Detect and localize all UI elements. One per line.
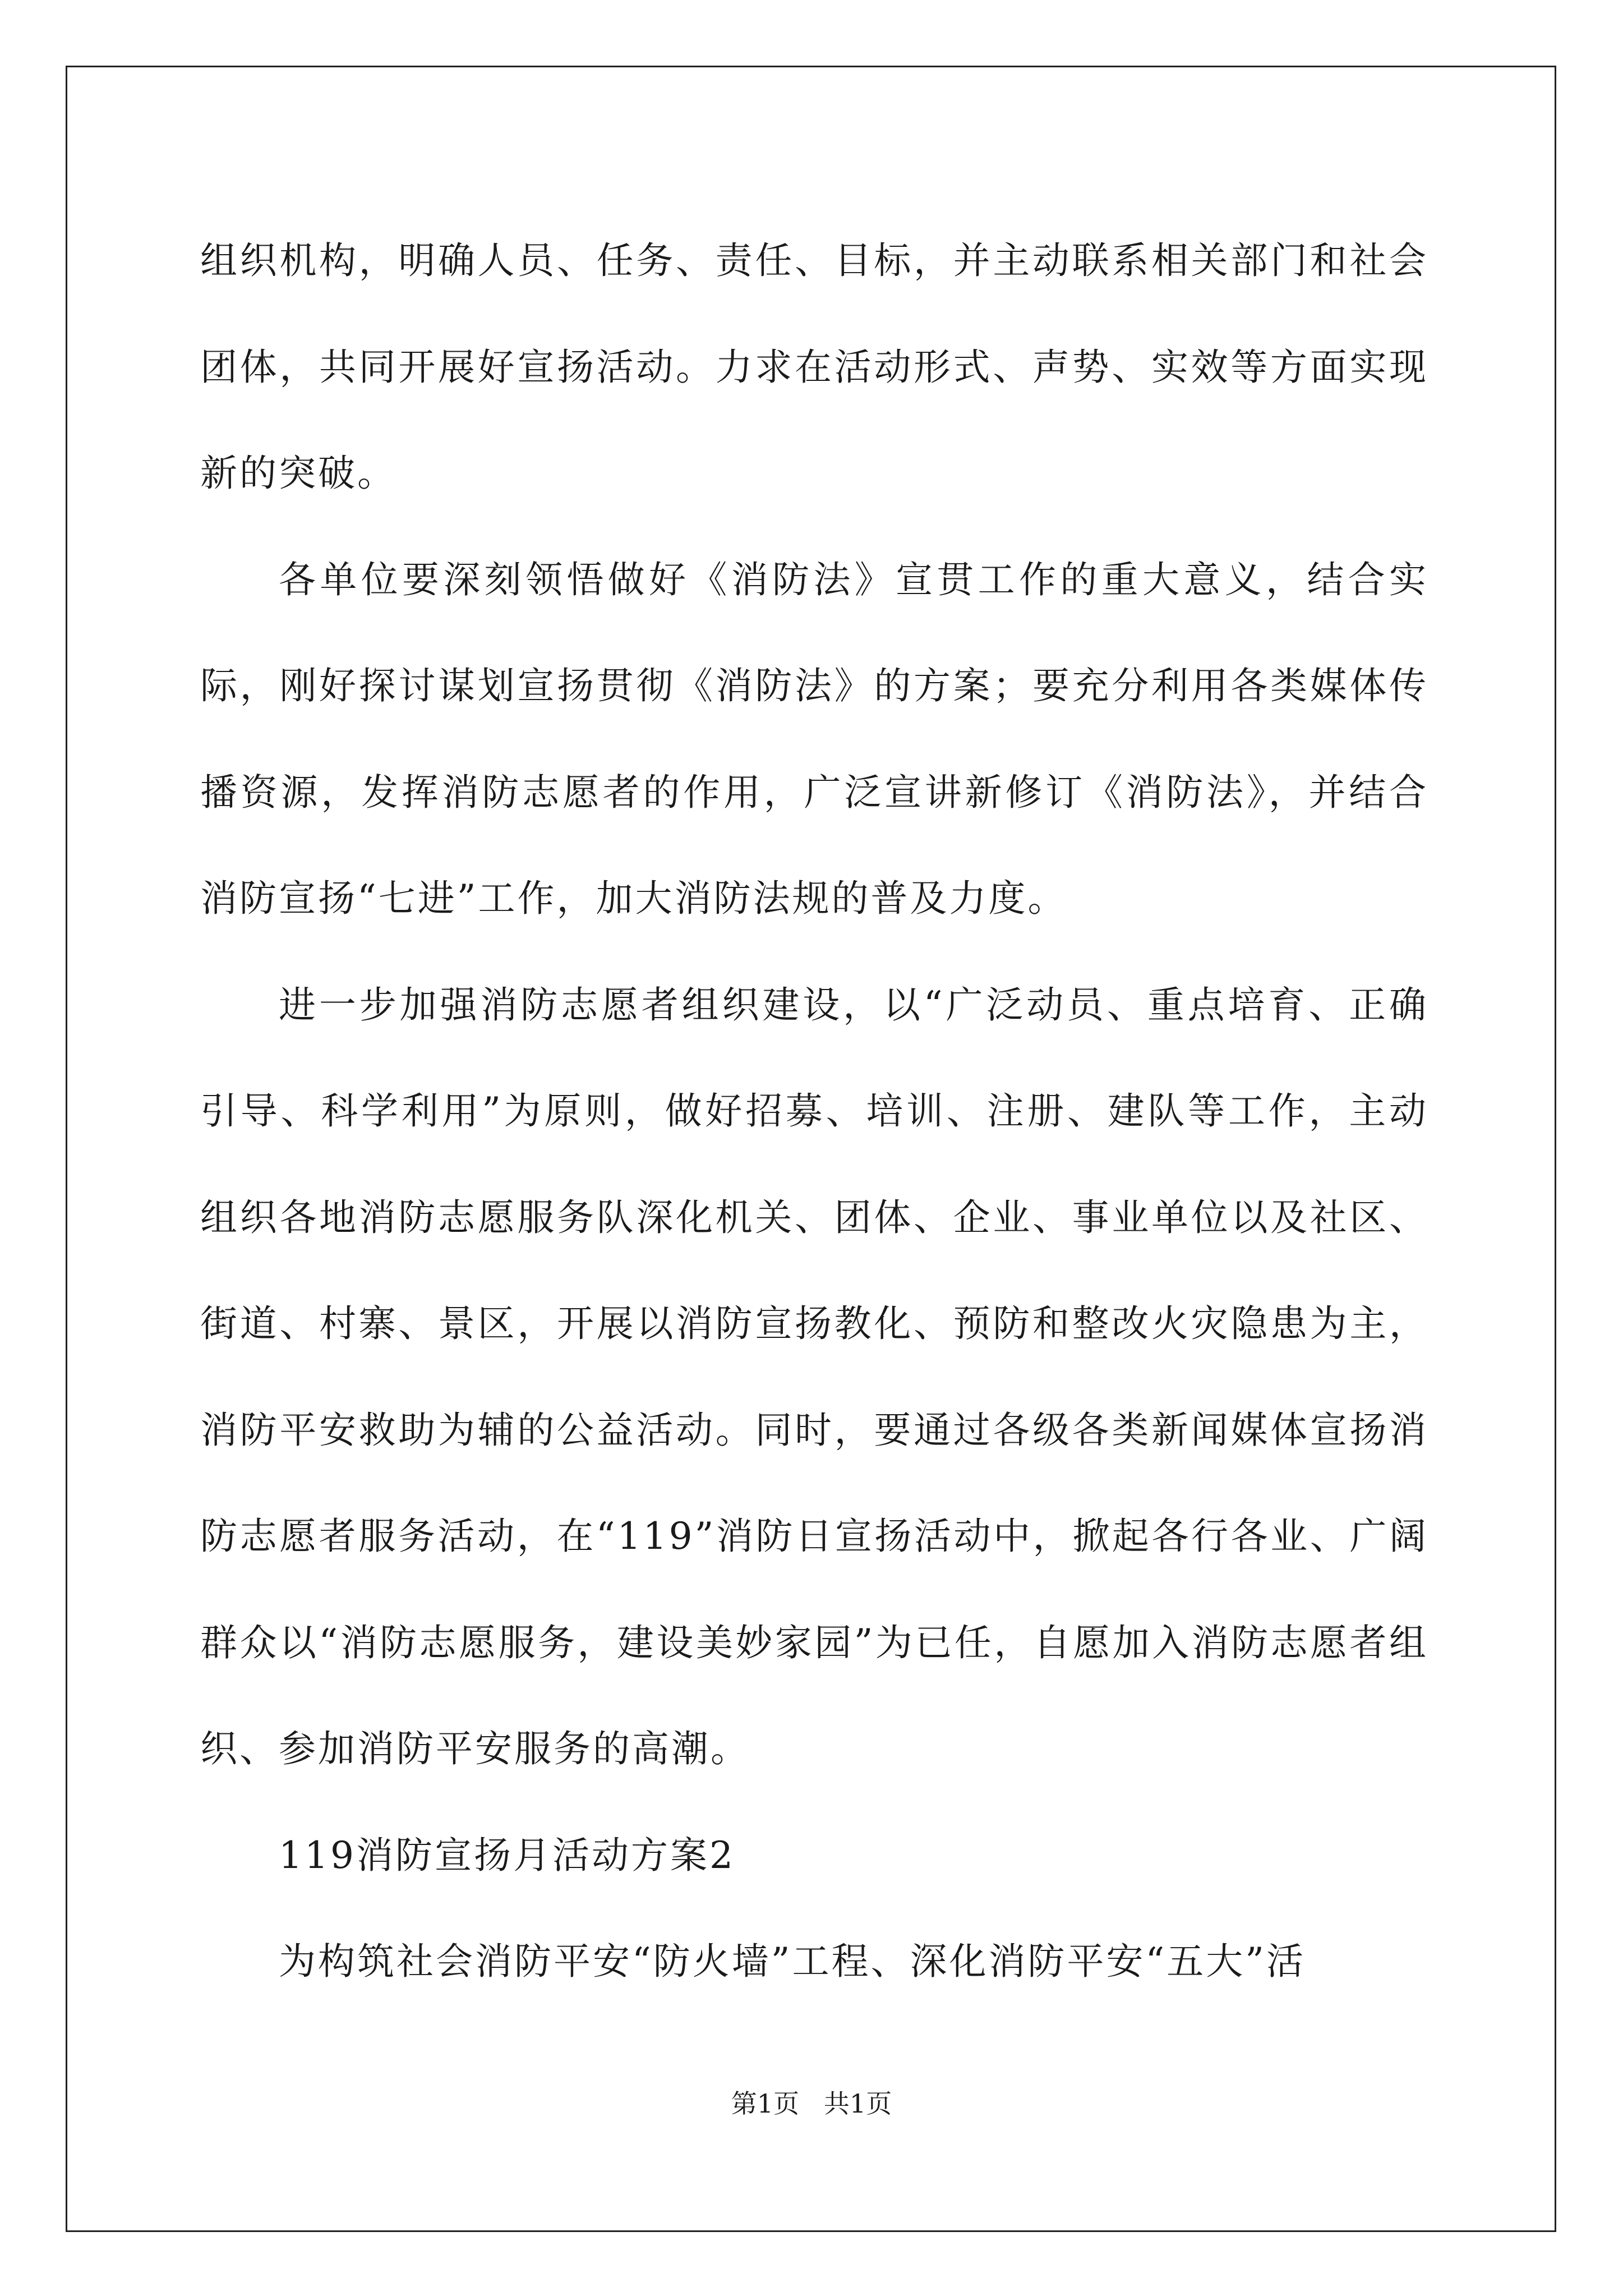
paragraph-3: 进一步加强消防志愿者组织建设，以“广泛动员、重点培育、正确引导、科学利用”为原则，做好招募、培训、注册、建队等工作，主动组织各地消防志愿服务队深化机关、团体、企业、事业单位以及社区、街道、村寨、景区，开展以消防宣扬教化、预防和整改火灾隐患为主，消防平安救助为辅的公益活动。同时，要通过各级各类新闻媒体宣扬消防志愿者服务活动，在“119”消防日宣扬活动中，掀起各行各业、广阔群众以“消防志愿服务，建设美妙家园”为已任，自愿加入消防志愿者组织、参加消防平安服务的高潮。 bbox=[200, 983, 1428, 1770]
document-body bbox=[200, 208, 1428, 2015]
page-footer: 第1页 共1页 bbox=[731, 2088, 892, 2119]
paragraph-2: 各单位要深刻领悟做好《消防法》宣贯工作的重大意义，结合实际，刚好探讨谋划宣扬贯彻《消防法》的方案；要充分利用各类媒体传播资源，发挥消防志愿者的作用，广泛宣讲新修订《消防法》，并结合消防宣扬“七进”工作，加大消防法规的普及力度。 bbox=[200, 558, 1428, 920]
paragraph-4: 为构筑社会消防平安“防火墙”工程、深化消防平安“五大”活 bbox=[279, 1940, 1306, 1983]
paragraph-1: 组织机构，明确人员、任务、责任、目标，并主动联系相关部门和社会团体，共同开展好宣扬活动。力求在活动形式、声势、实效等方面实现新的突破。 bbox=[200, 239, 1428, 495]
section-heading: 119消防宣扬月活动方案2 bbox=[279, 1833, 735, 1877]
